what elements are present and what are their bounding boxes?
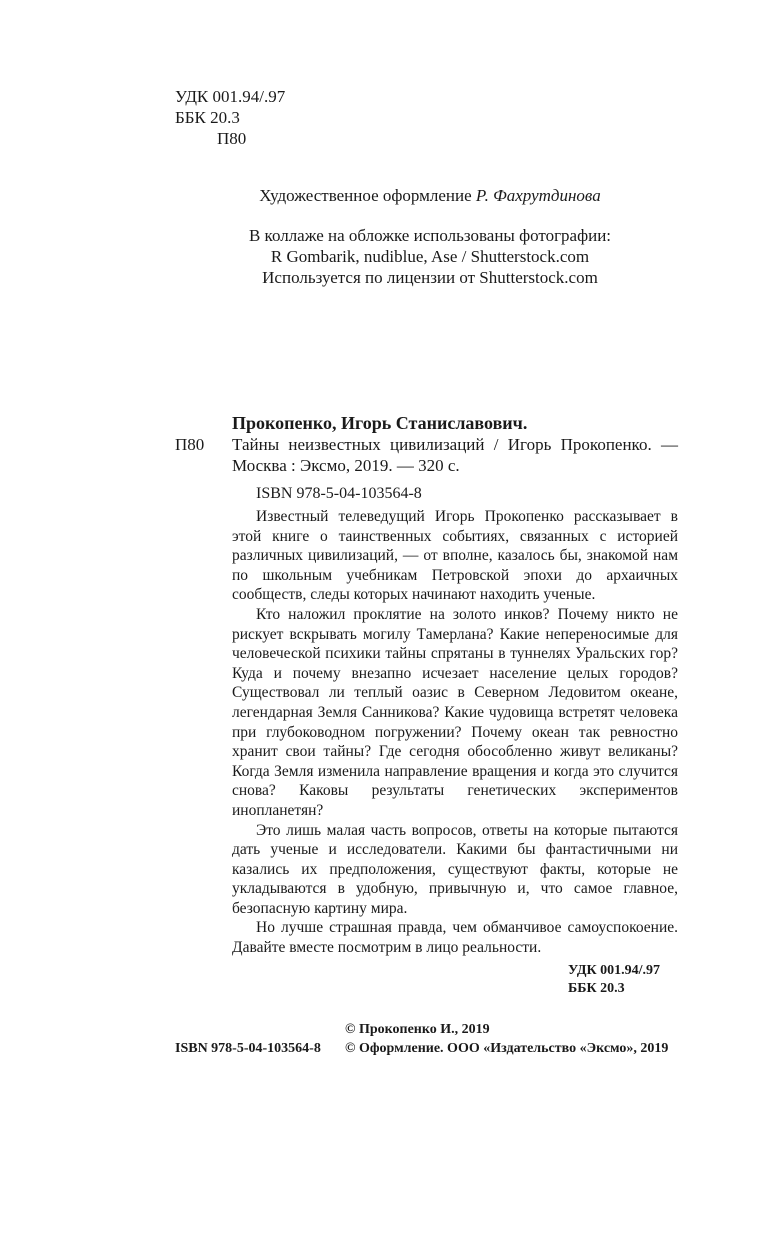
catalog-author: Прокопенко, Игорь Станиславович. [232, 413, 528, 433]
photo-credits [150, 225, 710, 288]
udk-code: УДК 001.94/.97 [175, 87, 286, 106]
copyright-block [175, 1020, 668, 1058]
catalog-bibliographic-description: Тайны неизвестных цивилизаций / Игорь Прокопенко. — Москва : Эксмо, 2019. — 320 с. [232, 435, 678, 475]
design-credit-label: Художественное оформление [259, 186, 476, 205]
annotation-paragraph: Но лучше страшная правда, чем обманчивое самоуспокоение. Давайте вместе посмотрим в лицо реальности. [232, 919, 678, 957]
bbk-code: ББК 20.3 [175, 108, 240, 127]
catalog-isbn: ISBN 978-5-04-103564-8 [256, 485, 422, 502]
annotation-paragraph: Это лишь малая часть вопросов, ответы на которые пытаются дать ученые и исследователи. Какими бы фантастичными ни казались их предположения, существуют факты, которые не укладываются в удобную, привычную и, что самое главное, безопасную картину мира. [232, 821, 678, 917]
photo-credit-line-2: R Gombarik, nudiblue, Ase / Shutterstock.com [270, 247, 590, 266]
book-annotation [232, 507, 678, 958]
classification-right [568, 962, 660, 998]
classification-top [175, 86, 285, 149]
author-copyright: © Прокопенко И., 2019 [345, 1022, 490, 1037]
annotation-paragraph: Известный телеведущий Игорь Прокопенко рассказывает в этой книге о таинственных событиях, связанных с историей различных цивилизаций, — от вполне, казалось бы, знакомой нам по школьным учебникам Петровской эпохи до архаичных сообществ, следы которых начинают находить ученые. [232, 508, 678, 604]
design-credit [150, 185, 710, 206]
annotation-paragraph: Кто наложил проклятие на золото инков? Почему никто не рискует вскрывать могилу Тамерлана? Какие непереносимые для человеческой психики тайны спрятаны в туннелях Уральских гор? Куда и почему внезапно исчезает население целых городов? Существовал ли теплый оазис в Северном Ледовитом океане, легендарная Земля Санникова? Какие чудовища встретят человека при глубоководном погружении? Почему океан так ревностно хранит свои тайны? Где сегодня обособленно живут великаны? Когда Земля изменила направление вращения и когда это случится снова? Каковы результаты генетических экспериментов инопланетян? [232, 605, 678, 819]
designer-name: Р. Фахрутдинова [475, 186, 601, 205]
catalog-author-sign: П80 [175, 435, 205, 454]
bbk-code-right: ББК 20.3 [568, 981, 625, 996]
udk-code-right: УДК 001.94/.97 [568, 963, 661, 978]
photo-credit-line-3: Используется по лицензии от Shutterstock.com [262, 268, 598, 287]
design-copyright: © Оформление. ООО «Издательство «Эксмо», 2019 [345, 1041, 669, 1056]
photo-credit-line-1: В коллаже на обложке использованы фотографии: [248, 226, 612, 245]
author-sign-code: П80 [217, 129, 247, 148]
isbn-number: ISBN 978-5-04-103564-8 [175, 1041, 321, 1056]
